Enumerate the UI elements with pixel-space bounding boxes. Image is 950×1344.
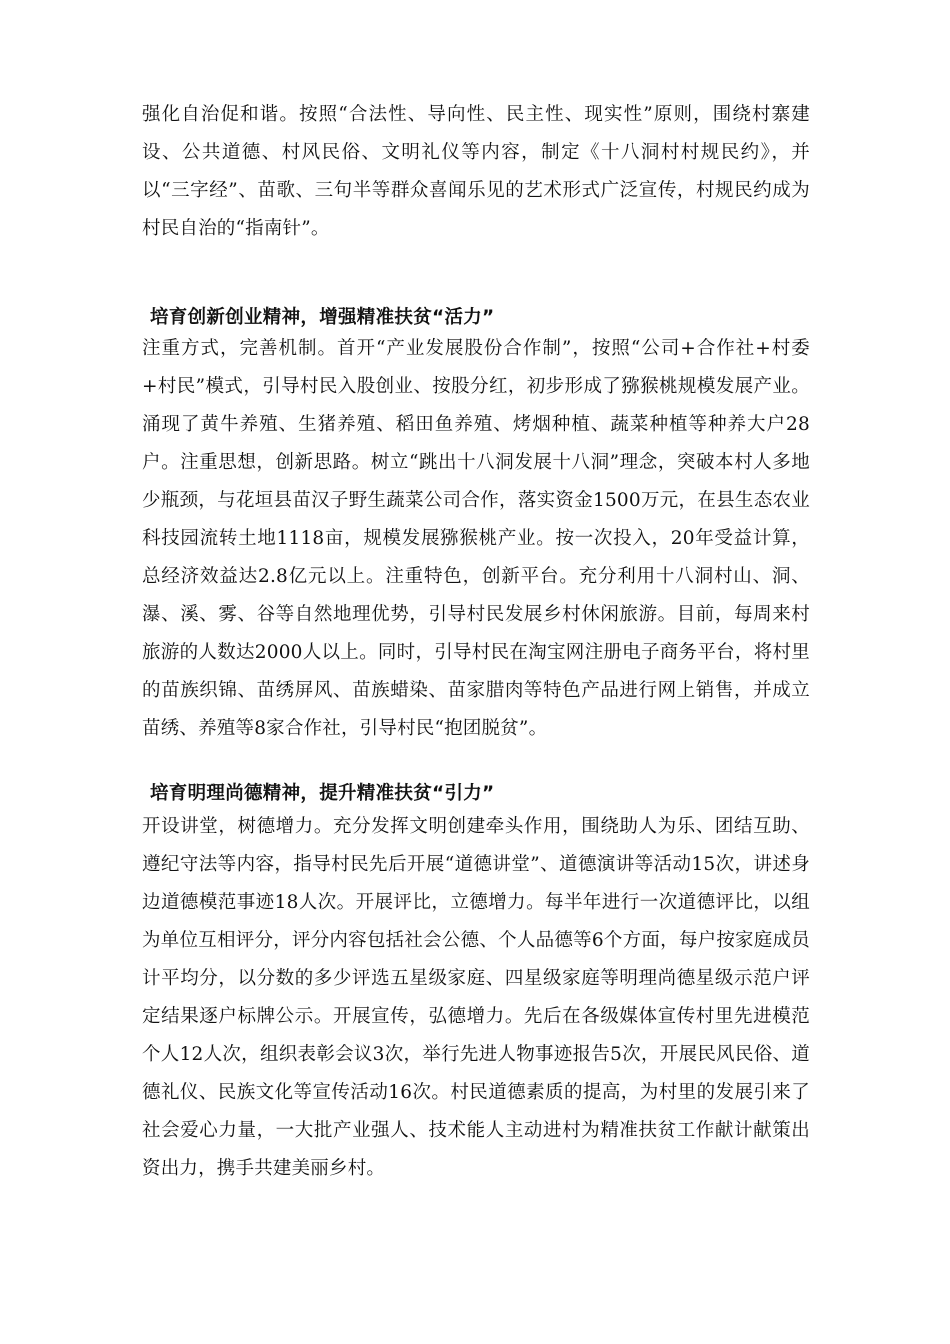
paragraph-morality: 开设讲堂，树德增力。充分发挥文明创建牵头作用，围绕助人为乐、团结互助、遵纪守法等内容，指导村民先后开展“道德讲堂”、道德演讲等活动15次，讲述身边道德模范事迹18人次。开展评比，立德增力。每半年进行一次道德评比，以组为单位互相评分，评分内容包括社会公德、个人品德等6个方面，每户按家庭成员计平均分，以分数的多少评选五星级家庭、四星级家庭等明理尚德星级示范户评定结果逐户标牌公示。开展宣传，弘德增力。先后在各级媒体宣传村里先进模范个人12人次，组织表彰会议3次，举行先进人物事迹报告5次，开展民风民俗、道德礼仪、民族文化等宣传活动16次。村民道德素质的提高，为村里的发展引来了社会爱心力量，一大批产业强人、技术能人主动进村为精准扶贫工作献计献策出资出力，携手共建美丽乡村。	[142, 816, 810, 1179]
paragraph-self-governance: 强化自治促和谐。按照“合法性、导向性、民主性、现实性”原则，围绕村寨建设、公共道德、村风民俗、文明礼仪等内容，制定《十八洞村村规民约》，并以“三字经”、苗歌、三句半等群众喜闻乐见的艺术形式广泛宣传，村规民约成为村民自治的“指南针”。	[142, 104, 810, 239]
paragraph-innovation: 注重方式，完善机制。首开“产业发展股份合作制”，按照“公司+合作社+村委+村民”模式，引导村民入股创业、按股分红，初步形成了猕猴桃规模发展产业。涌现了黄牛养殖、生猪养殖、稻田鱼养殖、烤烟种植、蔬菜种植等种养大户28户。注重思想，创新思路。树立“跳出十八洞发展十八洞”理念，突破本村人多地少瓶颈，与花垣县苗汉子野生蔬菜公司合作，落实资金1500万元，在县生态农业科技园流转土地1118亩，规模发展猕猴桃产业。按一次投入，20年受益计算，总经济效益达2.8亿元以上。注重特色，创新平台。充分利用十八洞村山、洞、瀑、溪、雾、谷等自然地理优势，引导村民发展乡村休闲旅游。目前，每周来村旅游的人数达2000人以上。同时，引导村民在淘宝网注册电子商务平台，将村里的苗族织锦、苗绣屏风、苗族蜡染、苗家腊肉等特色产品进行网上销售，并成立苗绣、养殖等8家合作社，引导村民“抱团脱贫”。	[142, 338, 810, 739]
section-heading-innovation: 培育创新创业精神，增强精准扶贫“活力”	[150, 307, 495, 328]
section-heading-morality: 培育明理尚德精神，提升精准扶贫“引力”	[150, 783, 495, 804]
